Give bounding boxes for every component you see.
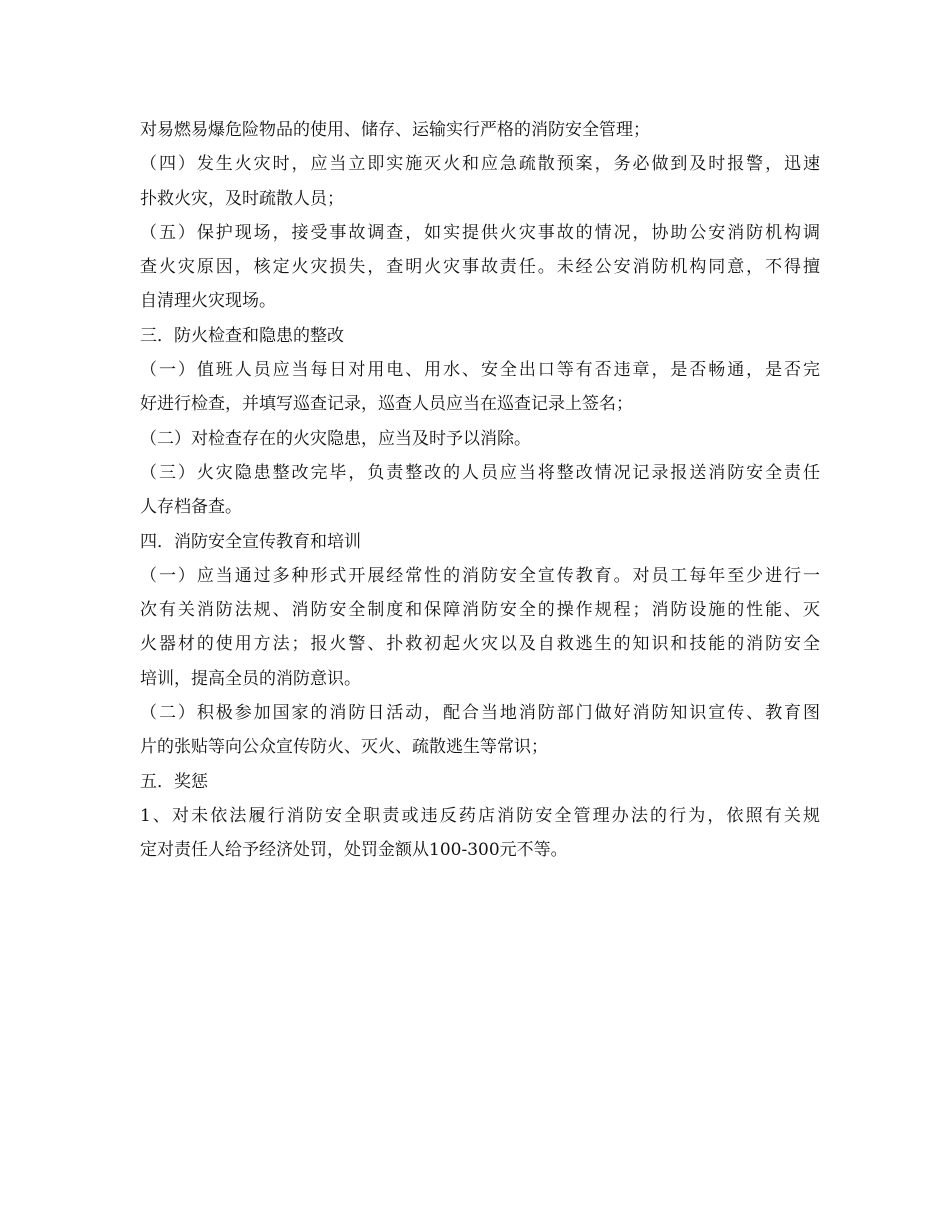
document-body (140, 113, 820, 868)
text-line: 次有关消防法规、消防安全制度和保障消防安全的操作规程；消防设施的性能、灭 (140, 600, 820, 621)
section-heading: 三．防火检查和隐患的整改 (140, 325, 344, 346)
text-line: （一）应当通过多种形式开展经常性的消防安全宣传教育。对员工每年至少进行一 (140, 565, 820, 586)
section-heading: 四．消防安全宣传教育和培训 (140, 531, 361, 552)
text-line: 定对责任人给予经济处罚，处罚金额从100-300元不等。 (140, 840, 568, 861)
text-line: 对易燃易爆危险物品的使用、储存、运输实行严格的消防安全管理； (140, 120, 650, 140)
text-line: 人存档备查。 (140, 497, 242, 518)
text-line: （四）发生火灾时，应当立即实施灭火和应急疏散预案，务必做到及时报警，迅速 (140, 154, 820, 175)
text-line: 1、对未依法履行消防安全职责或违反药店消防安全管理办法的行为，依照有关规 (140, 805, 820, 826)
text-line: 片的张贴等向公众宣传防火、灭火、疏散逃生等常识； (140, 737, 548, 758)
text-line: （二）积极参加国家的消防日活动，配合当地消防部门做好消防知识宣传、教育图 (140, 703, 820, 724)
text-line: （五）保护现场，接受事故调查，如实提供火灾事故的情况，协助公安消防机构调 (140, 222, 820, 243)
text-line: 自清理火灾现场。 (140, 291, 276, 312)
text-line: （三）火灾隐患整改完毕，负责整改的人员应当将整改情况记录报送消防安全责任 (140, 462, 820, 483)
text-line: 扑救火灾，及时疏散人员； (140, 188, 344, 209)
section-heading: 五．奖惩 (140, 771, 208, 792)
text-line: 火器材的使用方法；报火警、扑救初起火灾以及自救逃生的知识和技能的消防安全 (140, 634, 820, 655)
text-line: 好进行检查，并填写巡查记录，巡查人员应当在巡查记录上签名； (140, 394, 633, 415)
text-line: （二）对检查存在的火灾隐患，应当及时予以消除。 (140, 428, 531, 449)
text-line: 查火灾原因，核定火灾损失，查明火灾事故责任。未经公安消防机构同意，不得擅 (140, 257, 820, 278)
text-line: 培训，提高全员的消防意识。 (140, 668, 361, 689)
text-line: （一）值班人员应当每日对用电、用水、安全出口等有否违章，是否畅通，是否完 (140, 360, 820, 381)
